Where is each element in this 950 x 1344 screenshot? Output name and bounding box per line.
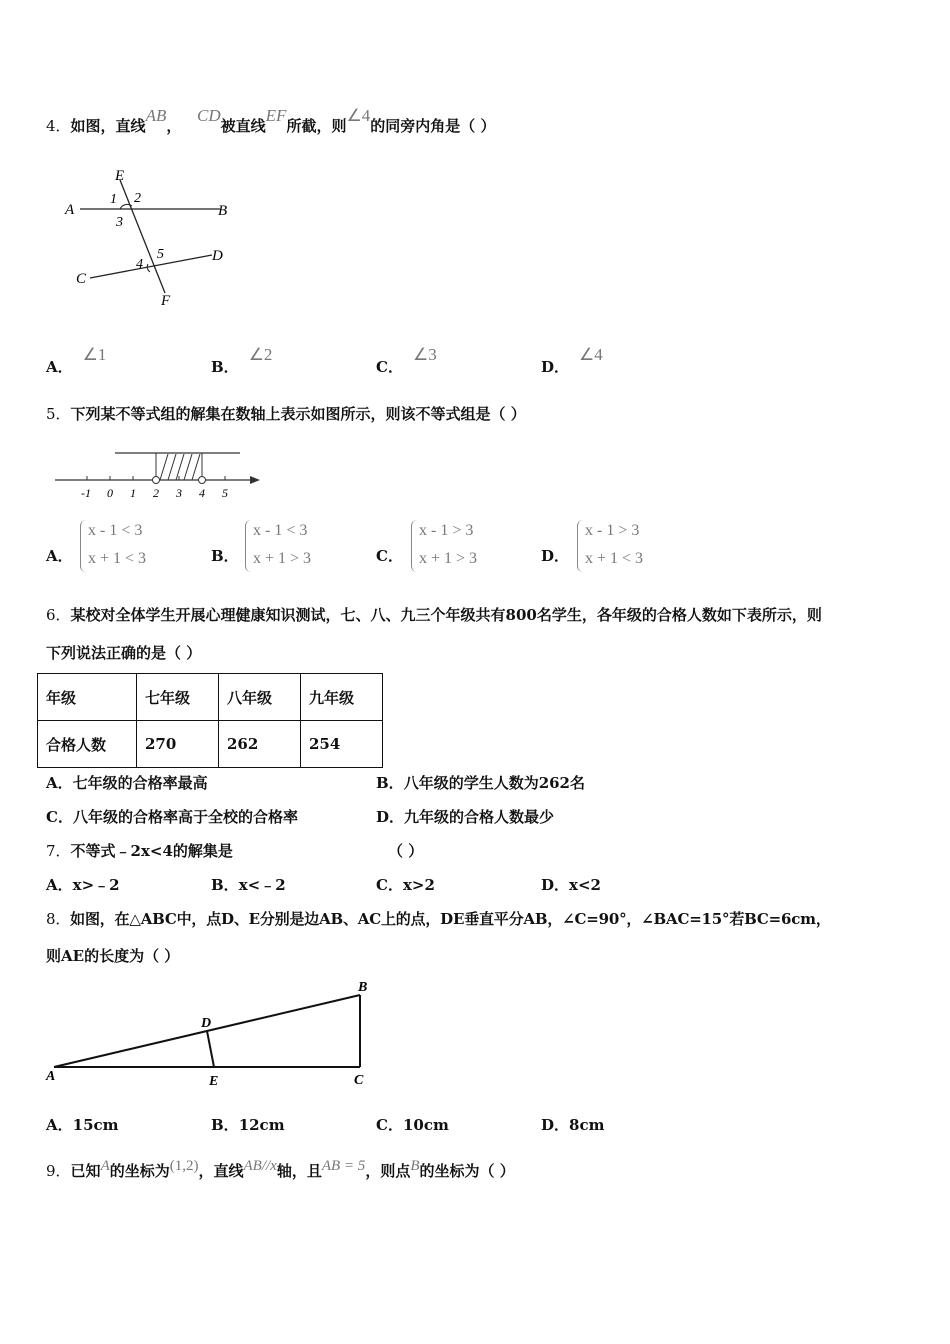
table-row xyxy=(38,721,383,768)
q5-option-c-system[interactable]: x - 1 > 3 x + 1 > 3 xyxy=(411,520,501,576)
angle-arc-bottom xyxy=(147,264,150,272)
label-a: A xyxy=(65,202,75,218)
q5-option-c-letter[interactable]: C． xyxy=(376,547,403,565)
q4-option-d[interactable]: D．∠4 xyxy=(541,345,603,376)
label-b: B xyxy=(218,203,228,219)
table-cell: 254 xyxy=(301,721,383,768)
label-c: C xyxy=(76,271,87,287)
table-cell: 七年级 xyxy=(137,674,219,721)
table-cell: 九年级 xyxy=(301,674,383,721)
q7-answer-paren: （ ） xyxy=(388,842,424,860)
q8-option-c[interactable]: C．10cm xyxy=(376,1116,449,1134)
segment-de xyxy=(207,1031,214,1067)
q8-stem-line1: 8．如图，在△ABC中，点D、E分别是边AB、AC上的点，DE垂直平分AB，∠C=90°，∠BAC=15°若BC=6cm， xyxy=(46,910,831,928)
table-cell: 年级 xyxy=(38,674,137,721)
q5-option-d-system[interactable]: x - 1 > 3 x + 1 < 3 xyxy=(577,520,667,576)
table-cell: 八年级 xyxy=(219,674,301,721)
tick-label: 2 xyxy=(153,486,159,500)
q6-stem-line1: 6．某校对全体学生开展心理健康知识测试，七、八、九三个年级共有800名学生，各年级的合格人数如下表所示，则 xyxy=(46,606,822,624)
q5-option-b-letter[interactable]: B． xyxy=(211,547,239,565)
q5-number-line xyxy=(50,445,270,503)
q5-stem: 5．下列某不等式组的解集在数轴上表示如图所示，则该不等式组是（ ） xyxy=(46,405,526,423)
tick-label: 0 xyxy=(107,486,113,500)
label-d: D xyxy=(201,1016,212,1031)
q8-figure xyxy=(42,978,382,1088)
axis-arrow xyxy=(250,476,260,484)
q5-option-d-letter[interactable]: D． xyxy=(541,547,570,565)
q8-stem-line2: 则AE的长度为（ ） xyxy=(46,947,180,965)
label-3: 3 xyxy=(116,215,123,230)
q7-option-b[interactable]: B．x<﹣2 xyxy=(211,876,286,894)
line-ef xyxy=(120,180,165,293)
q8-option-a[interactable]: A．15cm xyxy=(46,1116,119,1134)
q9-stem: 9．已知A的坐标为(1,2)，直线AB//x轴，且AB = 5，则点B的坐标为（ ） xyxy=(46,1158,515,1180)
label-c: C xyxy=(354,1073,364,1088)
tick-label: 4 xyxy=(199,486,205,500)
label-b: B xyxy=(358,980,368,995)
table-cell: 合格人数 xyxy=(38,721,137,768)
table-cell: 262 xyxy=(219,721,301,768)
table-cell: 270 xyxy=(137,721,219,768)
q7-option-c[interactable]: C．x>2 xyxy=(376,876,435,894)
q5-option-a-system[interactable]: x - 1 < 3 x + 1 < 3 xyxy=(80,520,170,576)
label-f: F xyxy=(161,293,171,309)
q5-option-a-letter[interactable]: A． xyxy=(46,547,73,565)
q5-option-b-system[interactable]: x - 1 < 3 x + 1 > 3 xyxy=(245,520,335,576)
tick-label: 5 xyxy=(222,486,228,500)
label-e: E xyxy=(115,168,125,184)
q4-figure xyxy=(60,160,240,310)
q6-option-c[interactable]: C．八年级的合格率高于全校的合格率 xyxy=(46,808,298,826)
q4-stem: 4．如图，直线AB， CD被直线EF所截，则∠4的同旁内角是（ ） xyxy=(46,106,496,135)
q6-stem-line2: 下列说法正确的是（ ） xyxy=(46,644,202,662)
q8-option-d[interactable]: D．8cm xyxy=(541,1116,605,1134)
label-e: E xyxy=(209,1074,219,1088)
label-a: A xyxy=(46,1069,56,1084)
q6-option-a[interactable]: A．七年级的合格率最高 xyxy=(46,774,208,792)
q6-option-d[interactable]: D．九年级的合格人数最少 xyxy=(376,808,555,826)
q6-option-b[interactable]: B．八年级的学生人数为262名 xyxy=(376,774,585,792)
label-1: 1 xyxy=(110,192,117,207)
q8-option-b[interactable]: B．12cm xyxy=(211,1116,285,1134)
label-4: 4 xyxy=(136,257,143,272)
tick-label: -1 xyxy=(81,486,91,500)
q7-option-a[interactable]: A．x>﹣2 xyxy=(46,876,120,894)
q7-stem: 7．不等式﹣2x<4的解集是 xyxy=(46,842,233,860)
label-5: 5 xyxy=(157,247,164,262)
open-point-2 xyxy=(153,477,160,484)
label-2: 2 xyxy=(134,191,141,206)
label-d: D xyxy=(212,248,223,264)
open-point-4 xyxy=(199,477,206,484)
tick-label: 3 xyxy=(176,486,182,500)
q6-table xyxy=(37,673,383,768)
q4-option-b[interactable]: B．∠2 xyxy=(211,345,273,376)
tick-label: 1 xyxy=(130,486,136,500)
q4-option-c[interactable]: C．∠3 xyxy=(376,345,437,376)
table-header-row xyxy=(38,674,383,721)
q4-option-a[interactable]: A．∠1 xyxy=(46,345,107,376)
hatch-lines xyxy=(160,454,200,480)
solution-region xyxy=(156,453,202,480)
q7-option-d[interactable]: D．x<2 xyxy=(541,876,601,894)
